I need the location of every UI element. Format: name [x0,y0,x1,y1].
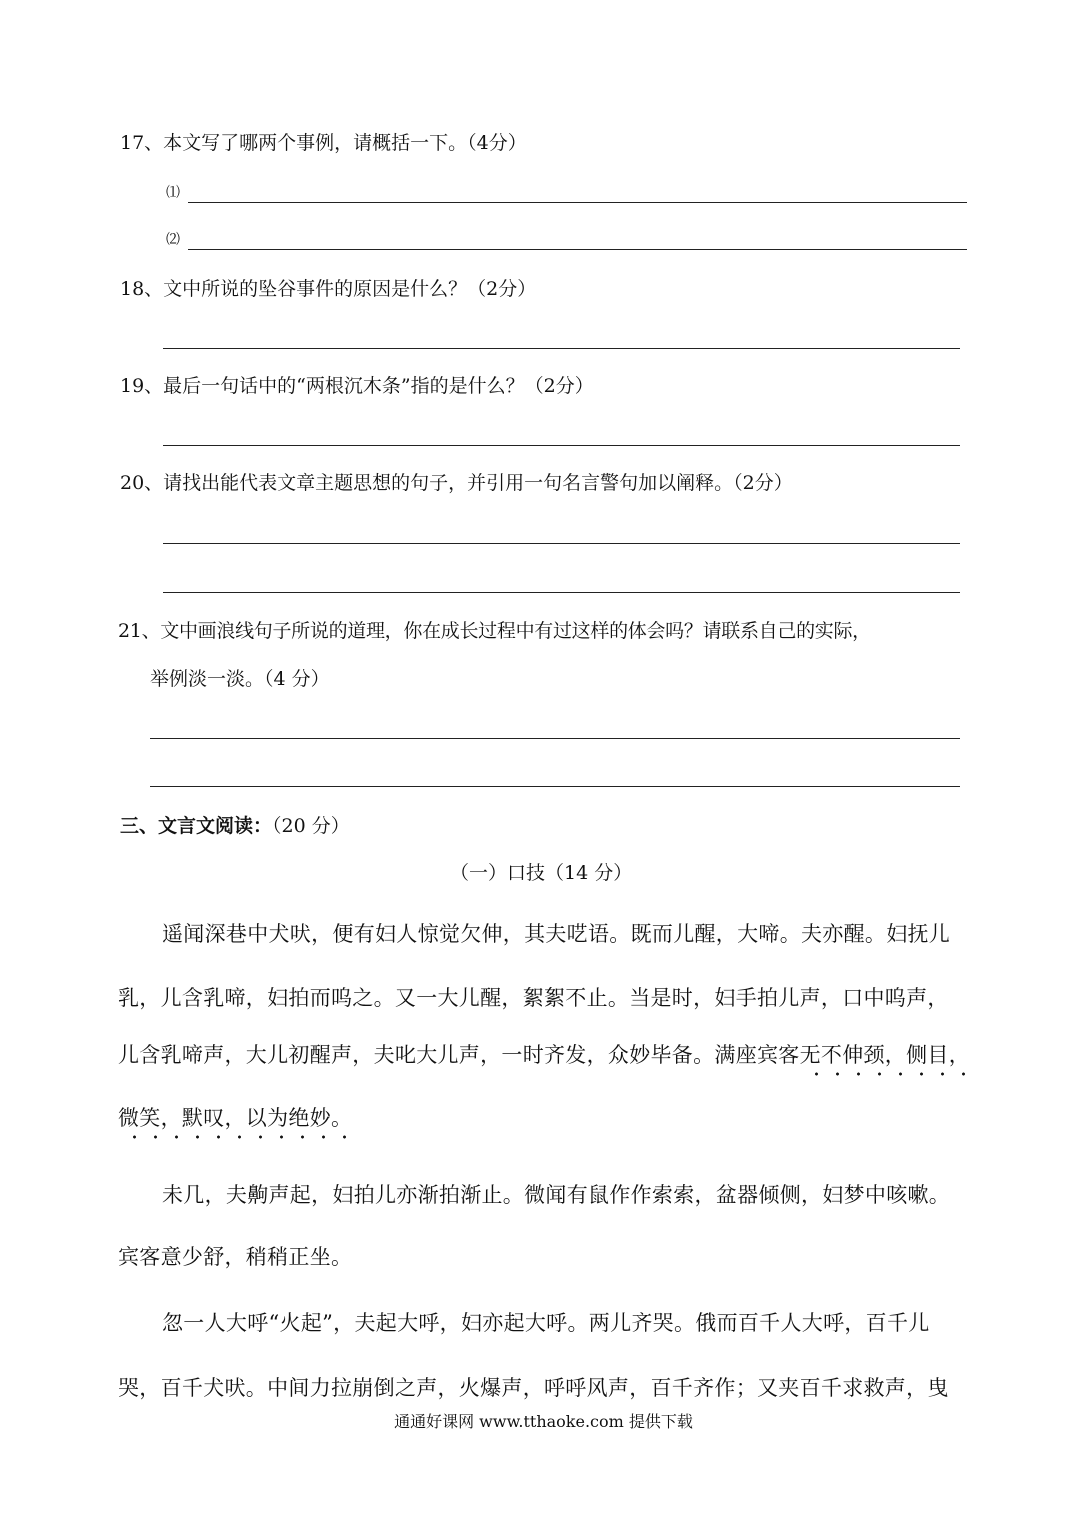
passage-p1-line-2: 乳，儿含乳啼，妇拍而呜之。又一大儿醒，絮絮不止。当是时，妇手拍儿声，口中呜声， [118,986,949,1010]
question-21-line-1: 21、文中画浪线句子所说的道理，你在成长过程中有过这样的体会吗？请联系自己的实际， [118,620,871,642]
passage-p3-line-2: 哭，百千犬吠。中间力拉崩倒之声，火爆声，呼呼风声，百千齐作；又夹百千求救声，曳 [118,1376,949,1400]
passage-p3-line-1: 忽一人大呼“火起”，夫起大呼，妇亦起大呼。两儿齐哭。俄而百千人大呼，百千儿 [162,1311,930,1335]
answer-18-line[interactable] [163,348,960,349]
question-21-line-2: 举例淡一淡。（4 分） [150,668,330,690]
question-17: 17、本文写了哪两个事例，请概括一下。（4分） [120,132,527,154]
answer-21-line-2[interactable] [150,786,960,787]
answer-17-label-2: ⑵ [166,232,180,248]
question-19: 19、最后一句话中的“两根沉木条”指的是什么？（2分） [120,375,594,397]
section-subheading: （一）口技（14 分） [450,862,633,884]
passage-p1-line-1: 遥闻深巷中犬吠，便有妇人惊觉欠伸，其夫呓语。既而儿醒，大啼。夫亦醒。妇抚儿 [162,922,951,946]
answer-19-line[interactable] [163,445,960,446]
answer-21-line-1[interactable] [150,738,960,739]
section-heading-score: （20 分） [272,815,350,837]
answer-17-line-2[interactable] [188,249,967,250]
answer-17-label-1: ⑴ [166,185,180,201]
answer-17-line-1[interactable] [188,202,967,203]
passage-p1-dotted-emphasis: 无不伸颈，侧目， [800,1043,970,1077]
question-20: 20、请找出能代表文章主题思想的句子，并引用一句名言警句加以阐释。（2分） [120,472,793,494]
section-heading [120,814,350,838]
section-heading-title: 三、文言文阅读： [120,815,273,837]
passage-p1-line-3-text: 儿含乳啼声，大儿初醒声，夫叱大儿声，一时齐发，众妙毕备。满座宾客 [118,1043,800,1067]
passage-p1-line-4 [118,1105,352,1131]
answer-20-line-1[interactable] [163,543,960,544]
page-footer: 通通好课网 www.tthaoke.com 提供下载 [394,1412,693,1431]
passage-p1-line-3 [118,1042,970,1068]
passage-p2-line-2: 宾客意少舒，稍稍正坐。 [118,1245,353,1269]
answer-20-line-2[interactable] [163,592,960,593]
passage-p2-line-1: 未几，夫齁声起，妇拍儿亦渐拍渐止。微闻有鼠作作索索，盆器倾侧，妇梦中咳嗽。 [162,1183,951,1207]
question-18: 18、文中所说的坠谷事件的原因是什么？（2分） [120,278,537,300]
passage-p1-dotted-emphasis-2: 微笑，默叹，以为绝妙。 [118,1106,352,1140]
